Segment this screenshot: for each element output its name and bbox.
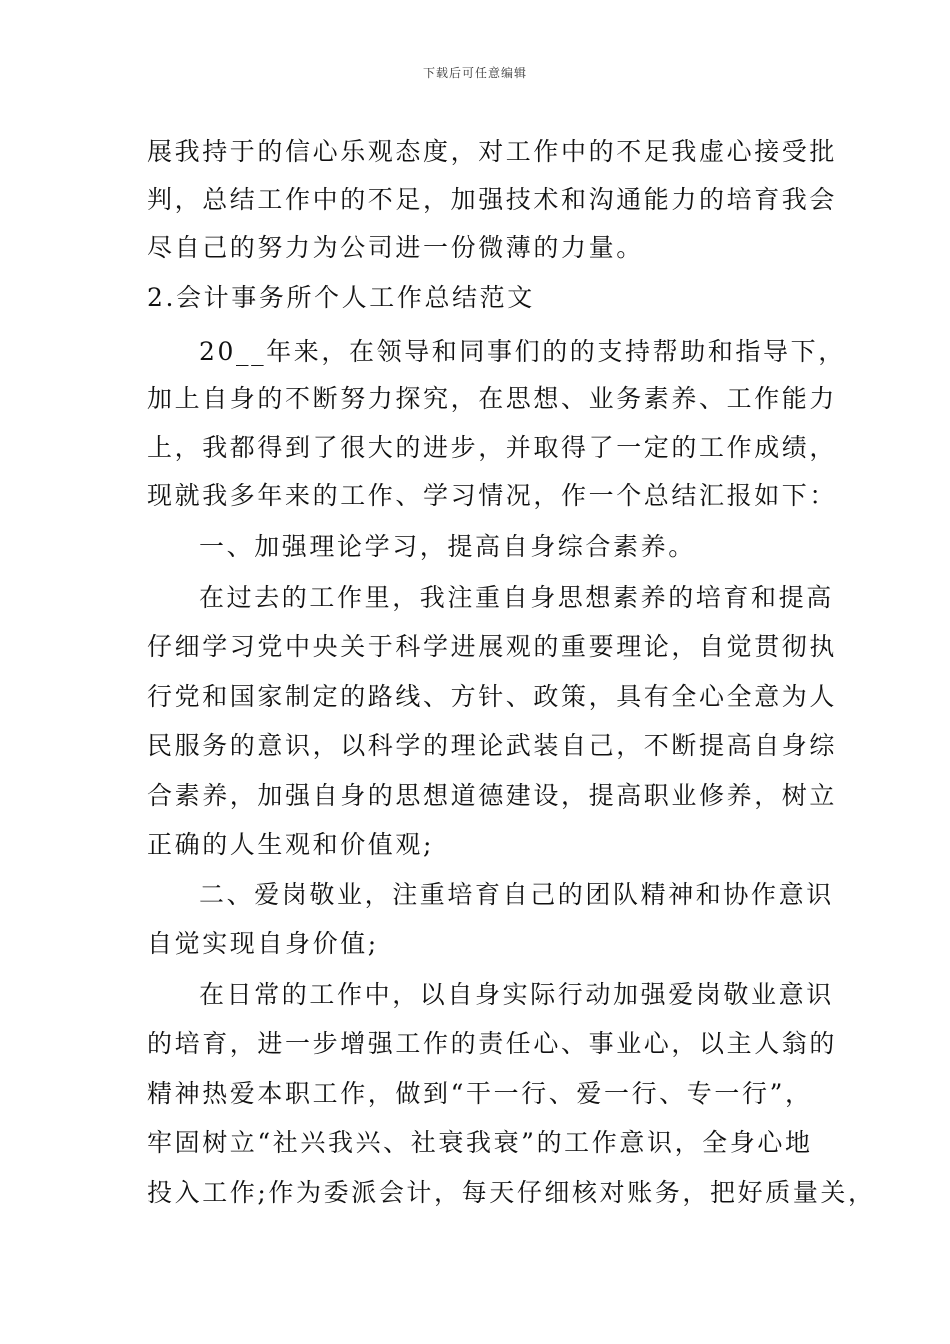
text-line: 尽自己的努力为公司进一份微薄的力量。 <box>147 233 644 262</box>
text-line: 展我持于的信心乐观态度，对工作中的不足我虚心接受批 <box>147 137 838 166</box>
text-line: 正确的人生观和价值观; <box>147 830 435 859</box>
text-line: 民服务的意识，以科学的理论武装自己，不断提高自身综 <box>147 731 838 760</box>
text-line: 20__年来，在领导和同事们的的支持帮助和指导下， <box>199 337 846 366</box>
text-line: 牢固树立“社兴我兴、社衰我衰”的工作意识，全身心地 <box>147 1128 813 1157</box>
text-line: 判，总结工作中的不足，加强技术和沟通能力的培育我会 <box>147 185 838 214</box>
text-line: 在过去的工作里，我注重自身思想素养的培育和提高 <box>199 583 834 612</box>
text-line: 投入工作;作为委派会计，每天仔细核对账务，把好质量关， <box>147 1178 876 1207</box>
text-line: 的培育，进一步增强工作的责任心、事业心，以主人翁的 <box>147 1029 838 1058</box>
text-line: 仔细学习党中央关于科学进展观的重要理论，自觉贯彻执 <box>147 632 838 661</box>
text-line: 在日常的工作中，以自身实际行动加强爱岗敬业意识 <box>199 980 834 1009</box>
text-line: 现就我多年来的工作、学习情况，作一个总结汇报如下： <box>147 481 838 510</box>
text-line: 上，我都得到了很大的进步，并取得了一定的工作成绩， <box>147 433 838 462</box>
text-line: 精神热爱本职工作，做到“干一行、爱一行、专一行”， <box>147 1079 813 1108</box>
page-header-note: 下载后可任意编辑 <box>422 66 527 80</box>
text-line: 自觉实现自身价值; <box>147 929 379 958</box>
section-heading: 2.会计事务所个人工作总结范文 <box>147 283 535 312</box>
text-line: 合素养，加强自身的思想道德建设，提高职业修养，树立 <box>147 781 838 810</box>
subheading: 一、加强理论学习，提高自身综合素养。 <box>199 532 696 561</box>
text-line: 行党和国家制定的路线、方针、政策，具有全心全意为人 <box>147 682 838 711</box>
subheading: 二、爱岗敬业，注重培育自己的团队精神和协作意识 <box>199 880 834 909</box>
text-line: 加上自身的不断努力探究，在思想、业务素养、工作能力 <box>147 384 838 413</box>
